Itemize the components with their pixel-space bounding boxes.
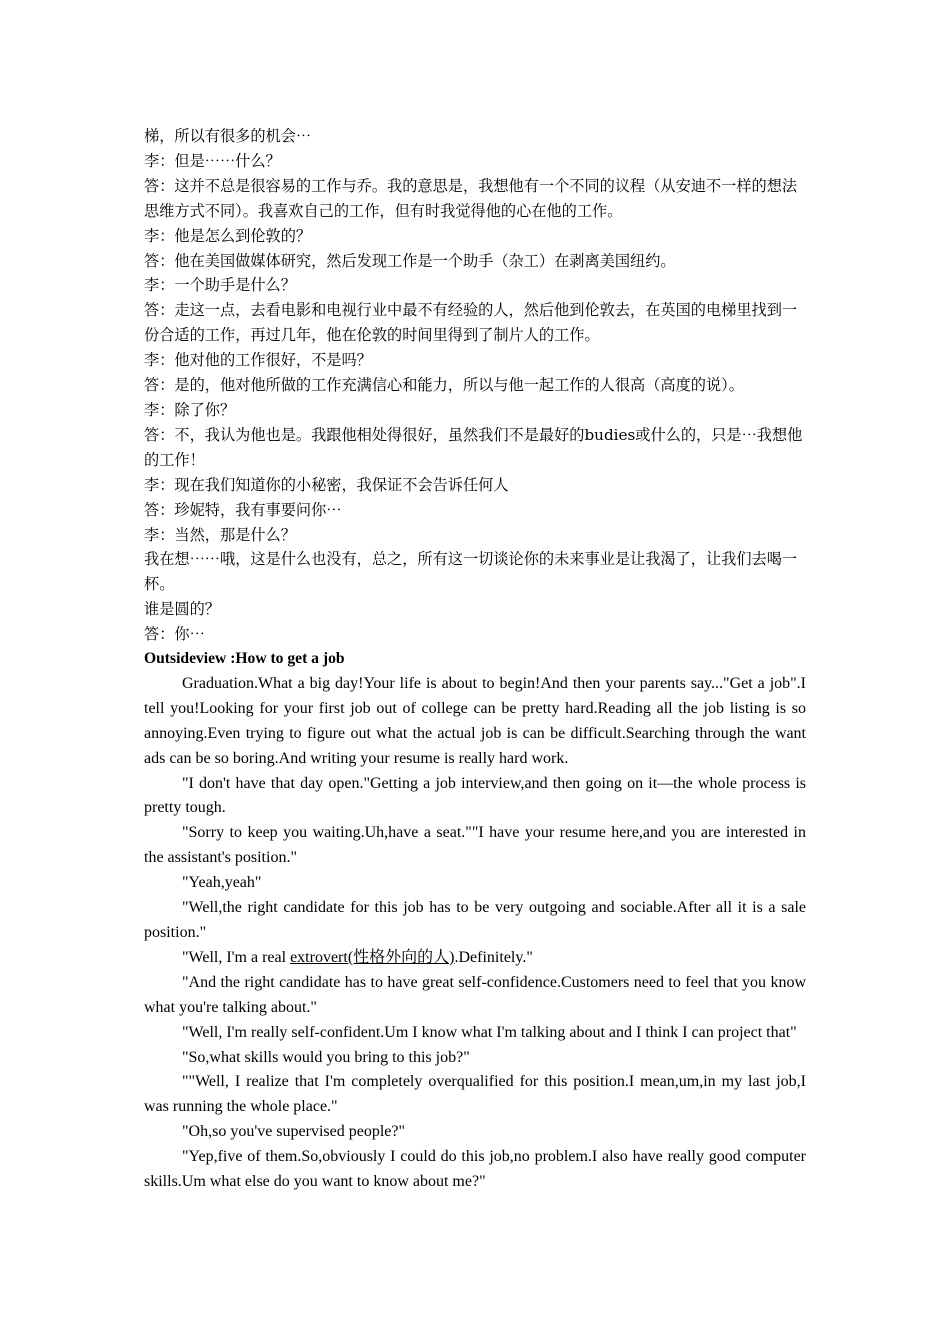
paragraph-supervised: "Oh,so you've supervised people?" xyxy=(182,1123,406,1141)
dialogue-line: 答：珍妮特，我有事要问你⋯ xyxy=(144,500,342,519)
paragraph-confidence: "And the right candidate has to have great self-confidence.Customers need to feel that you know what you're talking about." xyxy=(144,973,806,1016)
extrovert-after: .Definitely." xyxy=(454,948,533,966)
dialogue-line: 李：但是⋯⋯什么？ xyxy=(144,151,281,170)
extrovert-term: extrovert(性格外向的人) xyxy=(290,948,455,966)
dialogue-line: 李：一个助手是什么？ xyxy=(144,276,296,295)
dialogue-line: 答：你⋯ xyxy=(144,625,205,644)
extrovert-before: "Well, I'm a real xyxy=(182,948,291,966)
paragraph-resume: "Sorry to keep you waiting.Uh,have a seat.""I have your resume here,and you are interested in the assistant's position." xyxy=(144,824,806,867)
dialogue-line: 谁是圆的？ xyxy=(144,600,220,619)
dialogue-line: 我在想⋯⋯哦，这是什么也没有，总之，所有这一切谈论你的未来事业是让我渴了，让我们去喝一杯。 xyxy=(144,550,798,594)
paragraph-overqualified: ""Well, I realize that I'm completely overqualified for this position.I mean,um,in my last job,I was running the whole place." xyxy=(144,1073,806,1116)
document-page xyxy=(144,124,806,1195)
dialogue-line: 李：现在我们知道你的小秘密，我保证不会告诉任何人 xyxy=(144,475,509,494)
dialogue-line: 答：这并不总是很容易的工作与乔。我的意思是，我想他有一个不同的议程（从安迪不一样的想法思维方式不同）。我喜欢自己的工作，但有时我觉得他的心在他的工作。 xyxy=(144,176,798,220)
paragraph-candidate: "Well,the right candidate for this job has to be very outgoing and sociable.After all it is a sale position." xyxy=(144,899,806,941)
dialogue-line: 李：除了你？ xyxy=(144,400,236,419)
dialogue-line: 李：他是怎么到伦敦的？ xyxy=(144,226,312,245)
dialogue-line: 梯，所以有很多的机会⋯ xyxy=(144,127,312,145)
paragraph-self-confident: "Well, I'm really self-confident.Um I know what I'm talking about and I think I can project that" xyxy=(182,1023,797,1041)
paragraph-yeah: "Yeah,yeah" xyxy=(182,874,262,892)
paragraph-graduation: Graduation.What a big day!Your life is about to begin!And then your parents say..."Get a job".I tell you!Looking for your first job out of college can be pretty hard.Reading all the job listing is so annoying.Even trying to figure out what the actual job is can be difficult.Searching through the want ads can be so boring.And writing your resume is really hard work. xyxy=(144,674,806,767)
dialogue-line: 李：他对他的工作很好，不是吗？ xyxy=(144,351,372,370)
paragraph-five-of-them: "Yep,five of them.So,obviously I could do this job,no problem.I also have really good computer skills.Um what else do you want to know about me?" xyxy=(144,1148,806,1191)
section-heading: Outsideview :How to get a job xyxy=(144,650,345,668)
dialogue-line: 答：走这一点，去看电影和电视行业中最不有经验的人，然后他到伦敦去，在英国的电梯里找到一份合适的工作，再过几年，他在伦敦的时间里得到了制片人的工作。 xyxy=(144,301,798,345)
dialogue-line: 答：他在美国做媒体研究，然后发现工作是一个助手（杂工）在剥离美国纽约。 xyxy=(144,251,676,270)
dialogue-line: 答：不，我认为他也是。我跟他相处得很好，虽然我们不是最好的budies或什么的，只是⋯我想他的工作！ xyxy=(144,425,803,469)
paragraph-skills: "So,what skills would you bring to this job?" xyxy=(182,1048,470,1066)
paragraph-interview: "I don't have that day open."Getting a job interview,and then going on it—the whole process is pretty tough. xyxy=(144,774,806,817)
paragraph-extrovert xyxy=(144,946,806,971)
dialogue-line: 答：是的，他对他所做的工作充满信心和能力，所以与他一起工作的人很高（高度的说）。 xyxy=(144,376,744,395)
dialogue-line: 李：当然，那是什么？ xyxy=(144,525,296,544)
